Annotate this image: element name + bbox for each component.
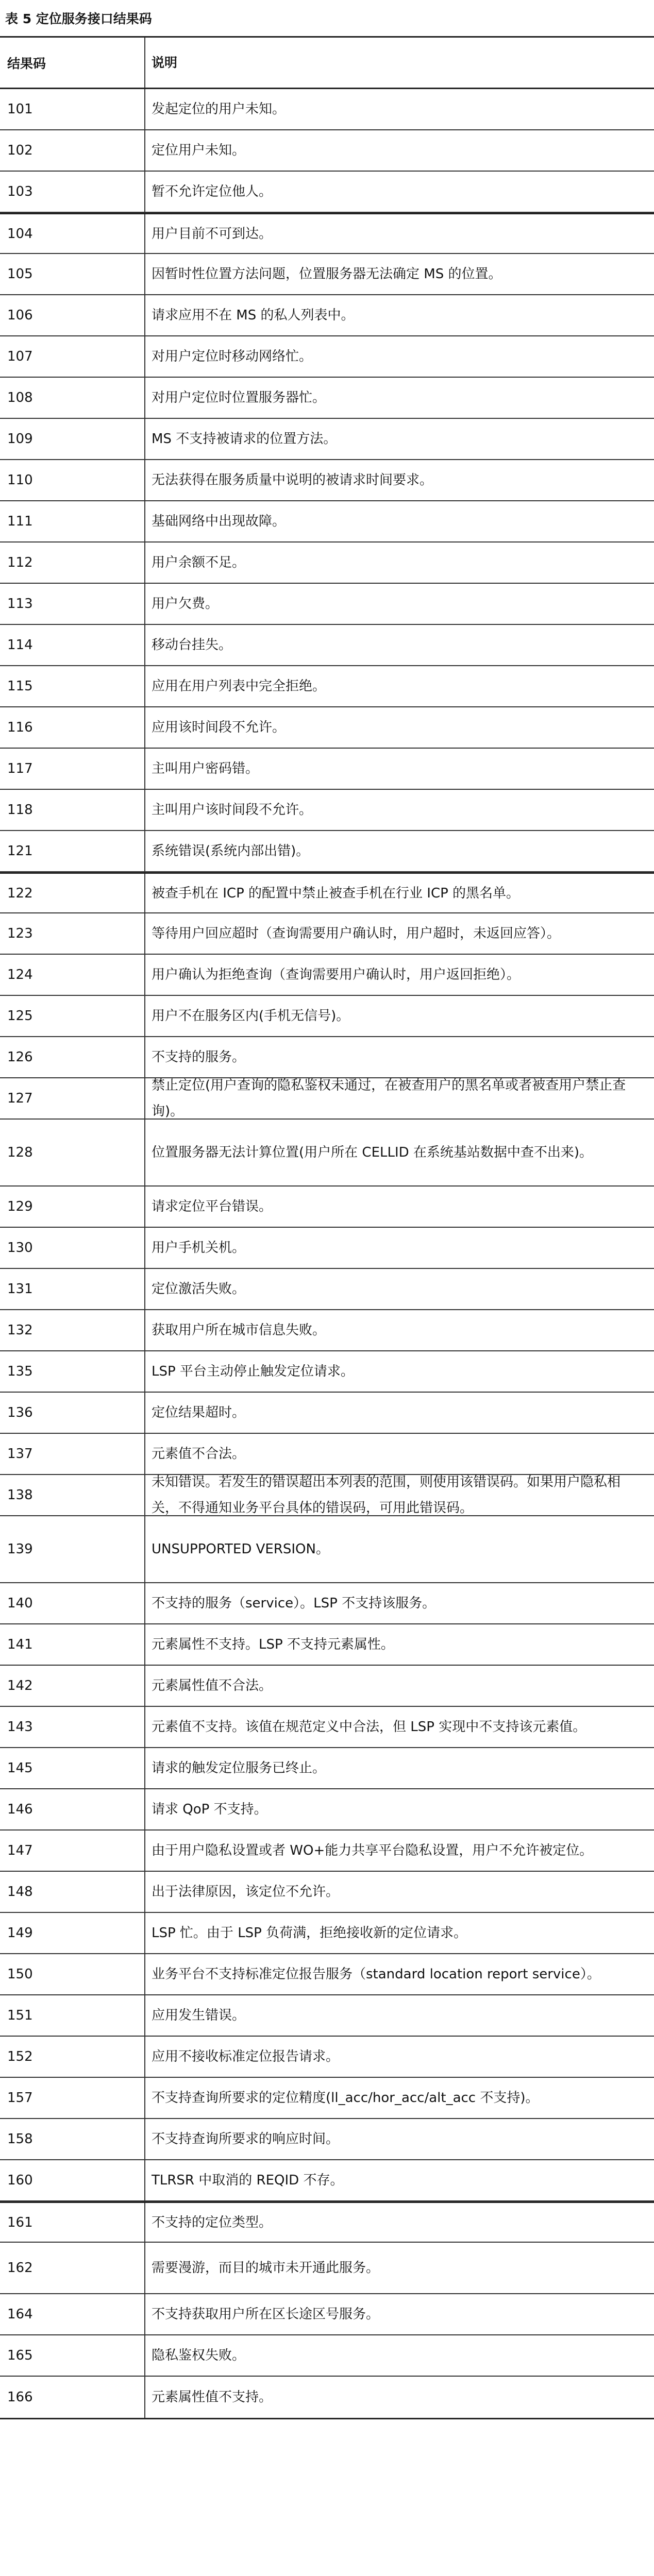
result-code-cell: 126 <box>0 1037 145 1077</box>
description-cell: 元素属性值不合法。 <box>152 1678 273 1693</box>
table-row <box>0 913 654 955</box>
description-cell: 出于法律原因，该定位不允许。 <box>152 1884 340 1900</box>
table-row <box>0 130 654 172</box>
table-row <box>0 666 654 707</box>
result-code-cell: 123 <box>0 913 145 954</box>
result-code-cell: 107 <box>0 336 145 377</box>
table-row <box>0 1393 654 1434</box>
table-row <box>0 2294 654 2335</box>
table-row <box>0 172 654 213</box>
result-code-cell: 146 <box>0 1789 145 1829</box>
result-code-cell: 136 <box>0 1393 145 1433</box>
description-cell: 因暂时性位置方法问题，位置服务器无法确定 MS 的位置。 <box>152 266 502 282</box>
table-row <box>0 1351 654 1393</box>
result-code-cell: 135 <box>0 1351 145 1392</box>
table-row <box>0 1120 654 1187</box>
table-row <box>0 1707 654 1748</box>
table-row <box>0 2377 654 2418</box>
table-row <box>0 1748 654 1789</box>
description-cell: 不支持查询所要求的定位精度(ll_acc/hor_acc/alt_acc 不支持)。 <box>152 2090 539 2106</box>
result-code-cell: 147 <box>0 1831 145 1871</box>
description-cell: 元素属性值不支持。 <box>152 2389 273 2405</box>
description-cell: 位置服务器无法计算位置(用户所在 CELLID 在系统基站数据中查不出来)。 <box>152 1145 593 1160</box>
table-row <box>0 378 654 419</box>
result-code-cell: 113 <box>0 584 145 624</box>
table-row <box>0 1516 654 1583</box>
table-row <box>0 996 654 1037</box>
result-code-cell: 103 <box>0 172 145 212</box>
result-code-cell: 162 <box>0 2243 145 2293</box>
description-cell: 用户余额不足。 <box>152 555 246 570</box>
table-row <box>0 2335 654 2377</box>
table-row <box>0 1228 654 1269</box>
description-cell: 不支持的服务（service）。LSP 不支持该服务。 <box>152 1596 436 1611</box>
result-code-cell: 140 <box>0 1583 145 1623</box>
table-row <box>0 955 654 996</box>
result-code-cell: 131 <box>0 1269 145 1309</box>
description-cell: 用户目前不可到达。 <box>152 226 273 242</box>
result-code-cell: 139 <box>0 1516 145 1582</box>
table-row <box>0 1078 654 1120</box>
table-row <box>0 625 654 666</box>
result-code-cell: 111 <box>0 501 145 541</box>
result-code-cell: 117 <box>0 749 145 789</box>
table-row <box>0 336 654 378</box>
description-cell: 应用不接收标准定位报告请求。 <box>152 2049 340 2064</box>
description-cell: LSP 忙。由于 LSP 负荷满，拒绝接收新的定位请求。 <box>152 1925 467 1941</box>
description-cell: 等待用户回应超时（查询需要用户确认时，用户超时，未返回应答）。 <box>152 926 561 941</box>
result-code-cell: 115 <box>0 666 145 706</box>
result-code-cell: 148 <box>0 1872 145 1912</box>
description-cell: 定位激活失败。 <box>152 1281 246 1297</box>
description-cell: 不支持的服务。 <box>152 1049 246 1065</box>
result-code-cell: 138 <box>0 1475 145 1515</box>
result-code-cell: 106 <box>0 295 145 335</box>
result-code-table <box>0 36 654 2419</box>
result-code-cell: 130 <box>0 1228 145 1268</box>
table-row <box>0 89 654 130</box>
description-cell: 用户不在服务区内(手机无信号)。 <box>152 1008 350 1024</box>
table-row <box>0 1434 654 1475</box>
table-row <box>0 1872 654 1913</box>
result-code-cell: 137 <box>0 1434 145 1474</box>
description-cell: MS 不支持被请求的位置方法。 <box>152 431 337 447</box>
table-row <box>0 1475 654 1516</box>
header-description: 说明 <box>152 55 178 70</box>
description-cell: 请求的触发定位服务已终止。 <box>152 1760 326 1776</box>
table-row <box>0 419 654 460</box>
table-row <box>0 2201 654 2243</box>
description-cell: 请求 QoP 不支持。 <box>152 1802 267 1817</box>
result-code-cell: 127 <box>0 1078 145 1118</box>
result-code-cell: 151 <box>0 1995 145 2036</box>
table-row <box>0 2119 654 2160</box>
table-row <box>0 1583 654 1624</box>
table-row <box>0 501 654 543</box>
result-code-cell: 101 <box>0 89 145 129</box>
result-code-cell: 121 <box>0 831 145 871</box>
result-code-cell: 161 <box>0 2203 145 2242</box>
result-code-cell: 109 <box>0 419 145 459</box>
table-row <box>0 254 654 295</box>
table-row <box>0 1624 654 1666</box>
result-code-cell: 102 <box>0 130 145 171</box>
table-row <box>0 1831 654 1872</box>
result-code-cell: 124 <box>0 955 145 995</box>
table-caption: 表 5 定位服务接口结果码 <box>5 11 152 26</box>
table-row <box>0 872 654 913</box>
result-code-cell: 118 <box>0 790 145 830</box>
description-cell: 需要漫游，而目的城市未开通此服务。 <box>152 2260 380 2276</box>
result-code-cell: 114 <box>0 625 145 665</box>
description-cell: 基础网络中出现故障。 <box>152 514 286 529</box>
description-cell: 发起定位的用户未知。 <box>152 101 286 117</box>
description-cell: 被查手机在 ICP 的配置中禁止被查手机在行业 ICP 的黑名单。 <box>152 885 520 901</box>
result-code-cell: 150 <box>0 1954 145 1994</box>
result-code-cell: 129 <box>0 1187 145 1227</box>
result-code-cell: 112 <box>0 543 145 583</box>
description-cell: 用户手机关机。 <box>152 1240 246 1256</box>
table-row <box>0 2160 654 2201</box>
result-code-cell: 160 <box>0 2160 145 2200</box>
result-code-cell: 122 <box>0 874 145 912</box>
description-cell: 不支持获取用户所在区长途区号服务。 <box>152 2307 380 2322</box>
table-row <box>0 1666 654 1707</box>
description-cell: UNSUPPORTED VERSION。 <box>152 1541 329 1557</box>
description-cell: 隐私鉴权失败。 <box>152 2348 246 2363</box>
description-cell: 用户欠费。 <box>152 596 219 612</box>
result-code-cell: 149 <box>0 1913 145 1953</box>
result-code-cell: 152 <box>0 2037 145 2077</box>
description-cell: 元素属性不支持。LSP 不支持元素属性。 <box>152 1637 394 1652</box>
description-cell: 获取用户所在城市信息失败。 <box>152 1323 326 1338</box>
table-row <box>0 460 654 501</box>
result-code-cell: 108 <box>0 378 145 418</box>
table-row <box>0 2243 654 2294</box>
table-row <box>0 1789 654 1831</box>
description-cell: 主叫用户该时间段不允许。 <box>152 802 313 818</box>
table-row <box>0 2078 654 2119</box>
result-code-cell: 132 <box>0 1310 145 1350</box>
description-cell: 定位结果超时。 <box>152 1405 246 1420</box>
result-code-cell: 116 <box>0 707 145 748</box>
result-code-cell: 142 <box>0 1666 145 1706</box>
description-cell: 禁止定位(用户查询的隐私鉴权未通过，在被查用户的黑名单或者被查用户禁止查询)。 <box>152 1078 626 1119</box>
description-cell: 应用在用户列表中完全拒绝。 <box>152 679 326 694</box>
table-row <box>0 707 654 749</box>
result-code-cell: 145 <box>0 1748 145 1788</box>
table-row <box>0 1954 654 1995</box>
table-header-row <box>0 38 654 89</box>
result-code-cell: 110 <box>0 460 145 500</box>
result-code-cell: 105 <box>0 254 145 294</box>
description-cell: 移动台挂失。 <box>152 637 232 653</box>
result-code-cell: 141 <box>0 1624 145 1665</box>
table-row <box>0 213 654 254</box>
description-cell: TLRSR 中取消的 REQID 不存。 <box>152 2173 344 2188</box>
description-cell: 不支持的定位类型。 <box>152 2214 273 2230</box>
table-row <box>0 1269 654 1310</box>
table-row <box>0 749 654 790</box>
description-cell: 元素值不支持。该值在规范定义中合法，但 LSP 实现中不支持该元素值。 <box>152 1719 586 1735</box>
header-result-code: 结果码 <box>0 38 145 88</box>
result-code-cell: 158 <box>0 2119 145 2159</box>
table-row <box>0 1037 654 1078</box>
description-cell: 暂不允许定位他人。 <box>152 184 273 199</box>
result-code-cell: 164 <box>0 2294 145 2334</box>
table-row <box>0 790 654 831</box>
result-code-cell: 157 <box>0 2078 145 2118</box>
description-cell: 请求定位平台错误。 <box>152 1199 273 1214</box>
result-code-cell: 165 <box>0 2335 145 2376</box>
result-code-cell: 166 <box>0 2377 145 2418</box>
description-cell: 由于用户隐私设置或者 WO+能力共享平台隐私设置，用户不允许被定位。 <box>152 1843 593 1858</box>
description-cell: LSP 平台主动停止触发定位请求。 <box>152 1364 354 1379</box>
result-code-cell: 143 <box>0 1707 145 1747</box>
table-row <box>0 1187 654 1228</box>
result-code-cell: 125 <box>0 996 145 1036</box>
table-row <box>0 1310 654 1351</box>
table-row <box>0 584 654 625</box>
description-cell: 未知错误。若发生的错误超出本列表的范围，则使用该错误码。如果用户隐私相关，不得通知业务平台具体的错误码，可用此错误码。 <box>152 1475 621 1516</box>
description-cell: 无法获得在服务质量中说明的被请求时间要求。 <box>152 472 433 488</box>
description-cell: 业务平台不支持标准定位报告服务（standard location report service）。 <box>152 1967 600 1982</box>
result-code-cell: 128 <box>0 1120 145 1185</box>
description-cell: 用户确认为拒绝查询（查询需要用户确认时，用户返回拒绝）。 <box>152 967 521 982</box>
description-cell: 主叫用户密码错。 <box>152 761 259 776</box>
result-code-cell: 104 <box>0 214 145 253</box>
table-row <box>0 295 654 336</box>
table-row <box>0 2037 654 2078</box>
table-row <box>0 543 654 584</box>
description-cell: 不支持查询所要求的响应时间。 <box>152 2131 340 2147</box>
description-cell: 元素值不合法。 <box>152 1446 246 1462</box>
table-row <box>0 831 654 872</box>
description-cell: 应用发生错误。 <box>152 2008 246 2023</box>
table-row <box>0 1995 654 2037</box>
description-cell: 对用户定位时移动网络忙。 <box>152 349 313 364</box>
description-cell: 请求应用不在 MS 的私人列表中。 <box>152 308 355 323</box>
description-cell: 应用该时间段不允许。 <box>152 720 286 735</box>
description-cell: 系统错误(系统内部出错)。 <box>152 843 310 859</box>
table-row <box>0 1913 654 1954</box>
description-cell: 对用户定位时位置服务器忙。 <box>152 390 326 405</box>
description-cell: 定位用户未知。 <box>152 143 246 158</box>
